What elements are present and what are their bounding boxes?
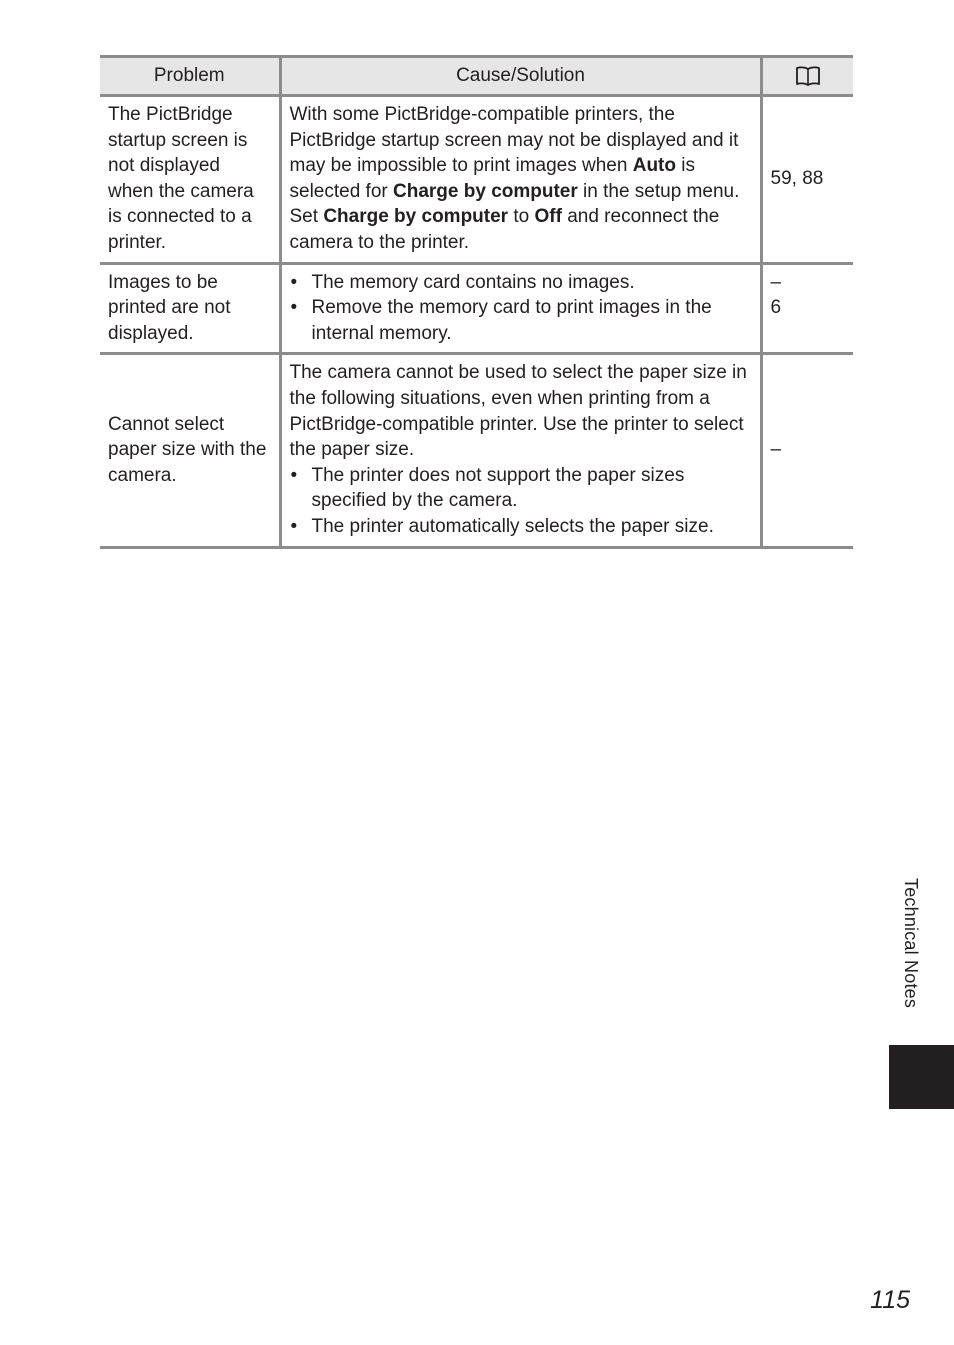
header-cause-solution: Cause/Solution: [280, 57, 761, 96]
troubleshooting-table: [100, 55, 853, 549]
table-row: [100, 354, 853, 547]
header-problem: Problem: [100, 57, 280, 96]
setting-off: Off: [534, 206, 562, 228]
page-number: 115: [870, 1286, 910, 1314]
problem-cell: [100, 96, 280, 264]
book-icon: [794, 65, 822, 87]
list-item: • The printer automatically selects the paper size.: [290, 514, 752, 540]
section-tab-marker: [889, 1045, 954, 1109]
list-item: • Remove the memory card to print images in the internal memory.: [290, 295, 752, 346]
table-row: [100, 263, 853, 354]
bullet-list: [290, 463, 752, 540]
cause-cell: [280, 263, 761, 354]
problem-text: Images to be printed are not displayed.: [108, 271, 231, 344]
setting-charge-by-computer: Charge by computer: [393, 180, 578, 202]
cause-cell: [280, 96, 761, 264]
cause-text: [282, 97, 760, 262]
list-item: • The printer does not support the paper sizes specified by the camera.: [290, 463, 752, 514]
text-run: to: [508, 206, 535, 228]
cause-cell: [280, 354, 761, 547]
page-reference: 6: [770, 297, 782, 319]
text-run: is selected for: [289, 155, 695, 202]
page-reference: –: [770, 439, 782, 461]
cause-intro: The camera cannot be used to select the paper size in the following situations, even when printing from a PictBridge-compatible printer. Use the printer to select the paper size.: [289, 362, 747, 461]
text-run: in the setup menu. Set: [289, 180, 740, 228]
page-reference: –: [770, 271, 782, 293]
section-side-label: Technical Notes: [901, 878, 921, 1009]
list-item: • The memory card contains no images.: [290, 270, 752, 296]
text-run: With some PictBridge-compatible printers, the PictBridge startup screen may not be displayed and it may be impossible to print images when: [289, 104, 739, 177]
setting-charge-by-computer: Charge by computer: [323, 206, 509, 228]
problem-text: The PictBridge startup screen is not displayed when the camera is connected to a printer.: [108, 104, 254, 253]
problem-cell: [100, 354, 280, 547]
reference-cell: [761, 354, 853, 547]
table-row: [100, 96, 853, 264]
header-reference: [761, 57, 853, 96]
table-header-row: [100, 57, 853, 96]
bullet-list: [290, 270, 752, 347]
problem-cell: [100, 263, 280, 354]
text-run: and reconnect the camera to the printer.: [289, 206, 720, 253]
reference-cell: [761, 263, 853, 354]
setting-auto: Auto: [632, 155, 676, 177]
page-reference: 59, 88: [770, 167, 824, 189]
reference-cell: [761, 96, 853, 264]
problem-text: Cannot select paper size with the camera.: [108, 413, 267, 486]
